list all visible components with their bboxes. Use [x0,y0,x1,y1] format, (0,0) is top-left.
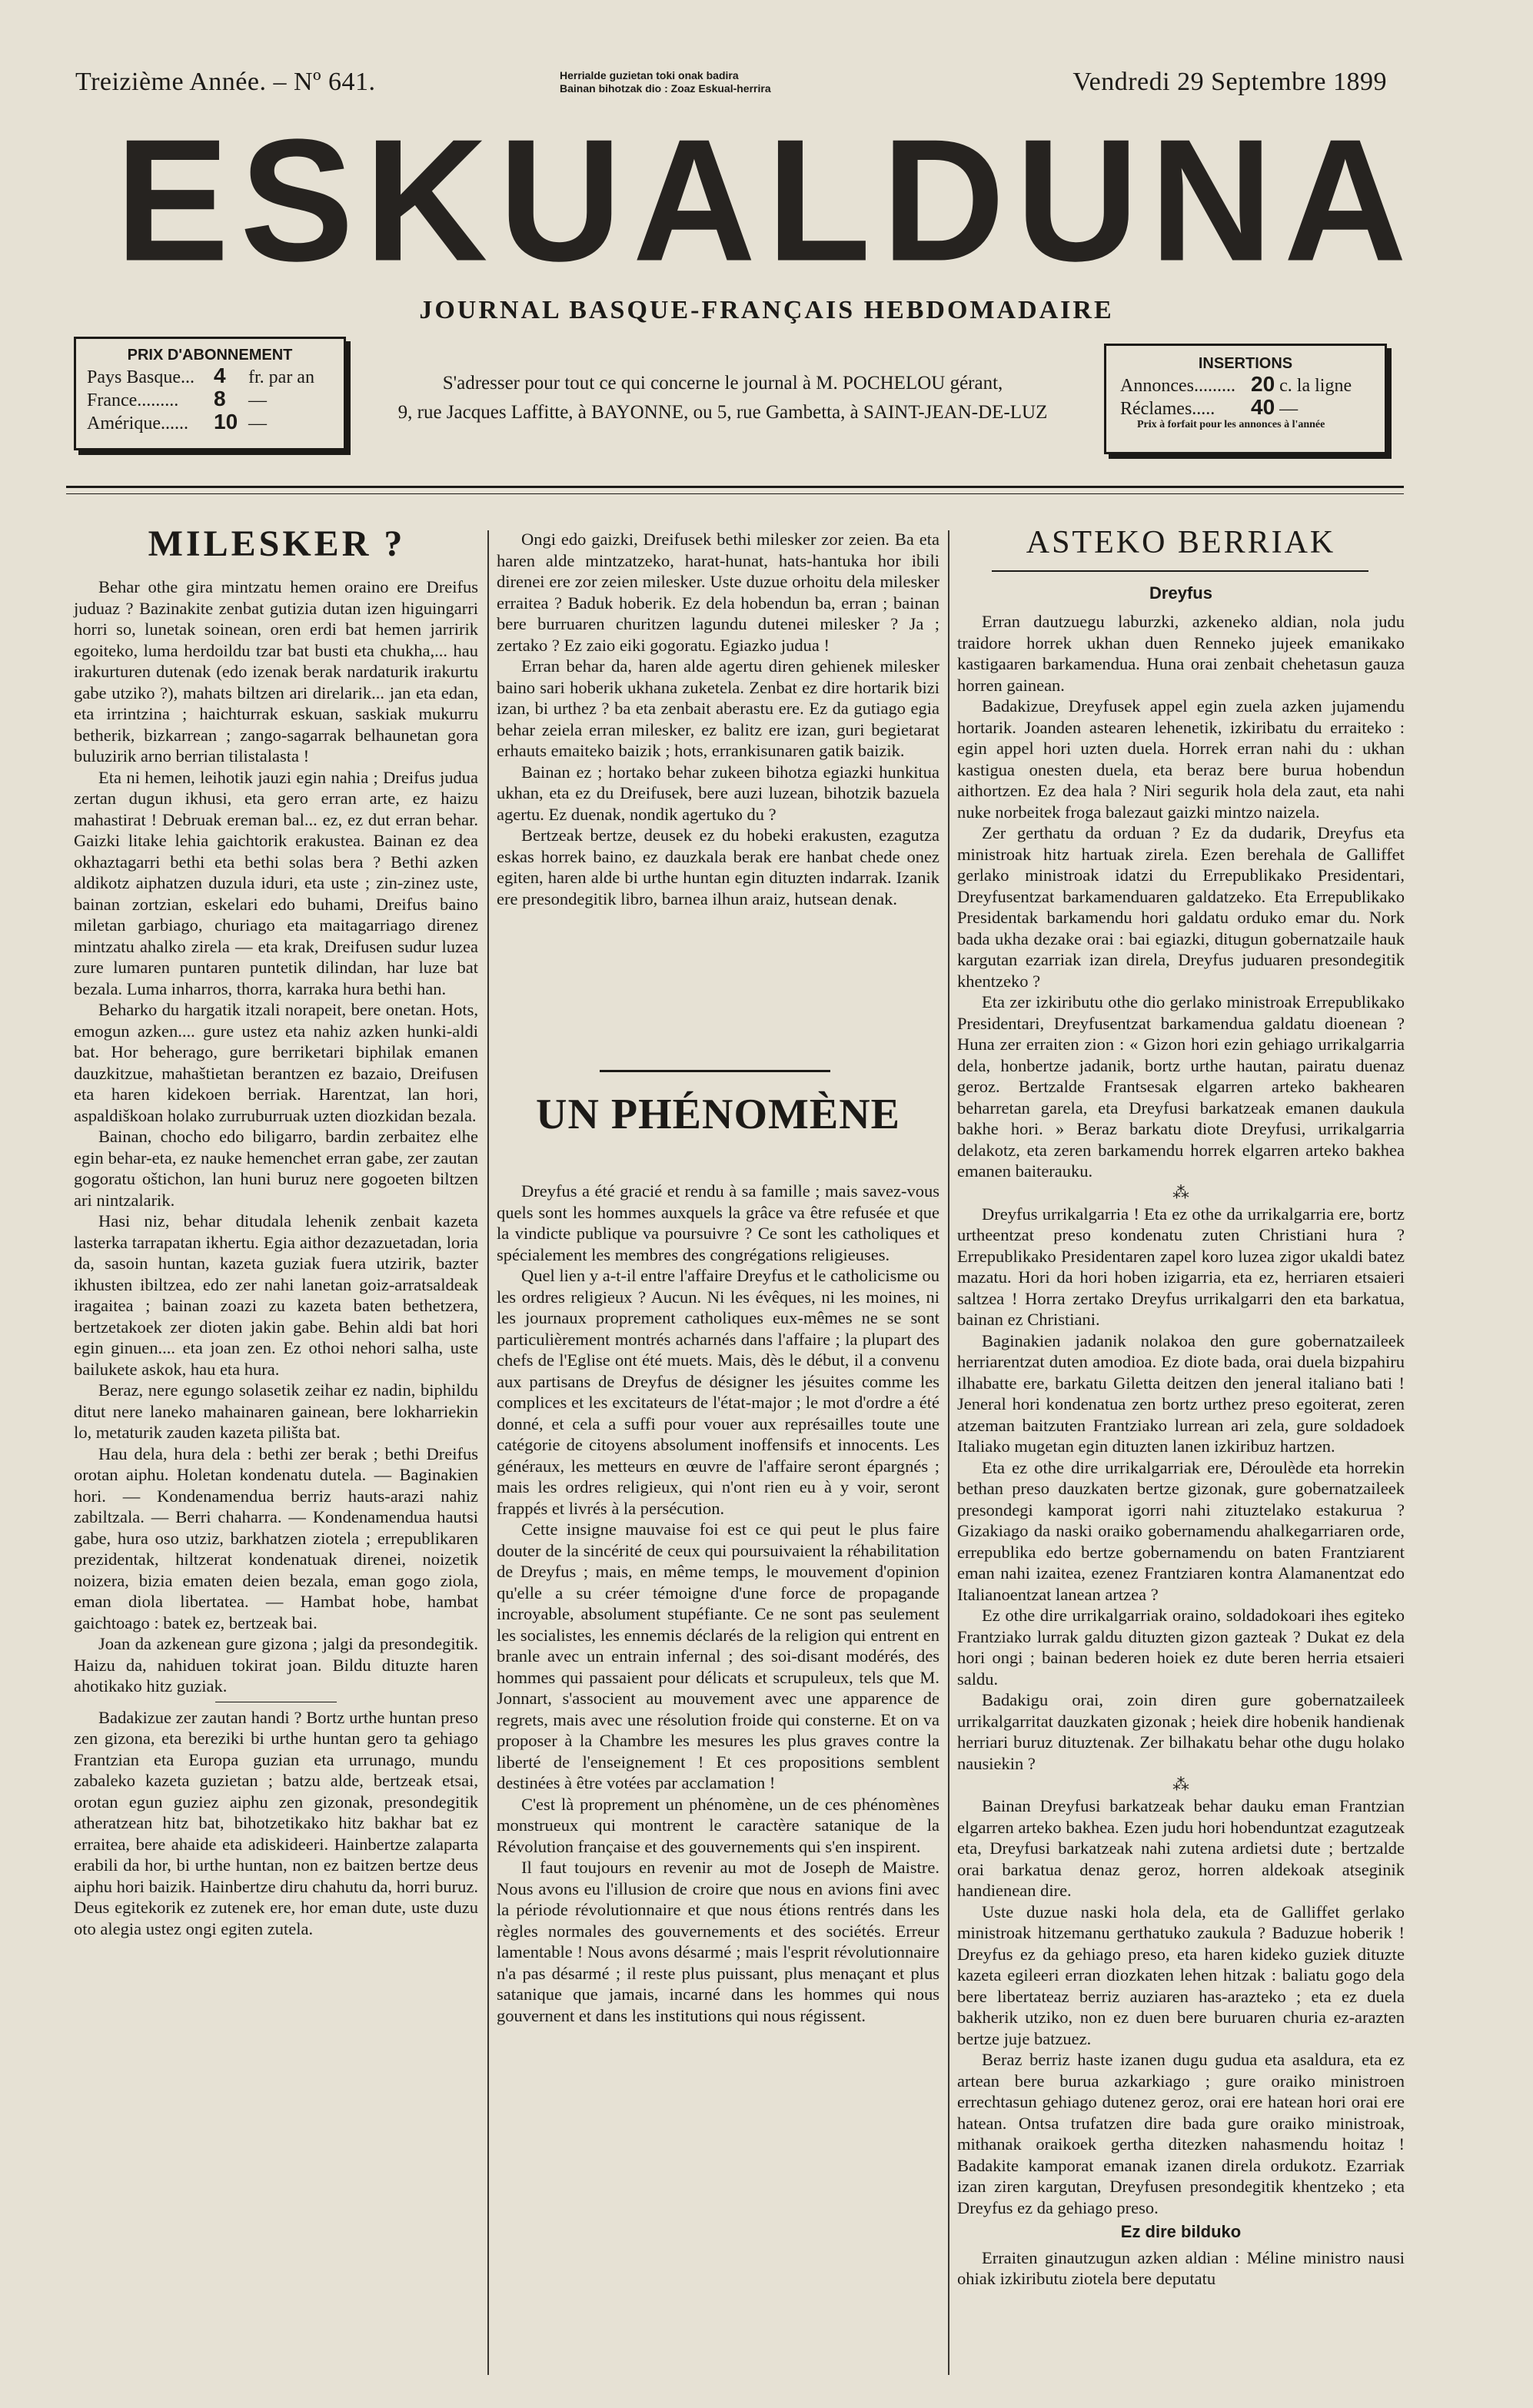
article-paragraph: Ez othe dire urrikalgarriak oraino, soldadokoari ihes egiteko Frantziako lurrak galdu dituzten gizon gazteak ? Dukat ez dela hori ongi ; bainan bederen hoiek ez dute beren herria etsaieri saldu. [957,1606,1405,1689]
subscription-box [74,337,346,450]
article-paragraph: Eta ni hemen, leihotik jauzi egin nahia ; Dreifus judua zertan dugun ikhusi, eta gero erran arte, ez haizu mahastirat ! Debruak ereman bal... ez, ez dut erran behar. Gaizki litake lehia gaichtorik erakustea. Bainan ez dea okhaztagarri bethi eta bethi solas bera ? Bethi azken aldikotz aiphatzen duzula iduri, eta uste ; zin-zinez uste, bainan zortzian, eskelari edo buhami, Dreifus baino miletan garbiago, churiago eta maitagarriago direnez mintzatu ahalko zirela — eta krak, Dreifusen sudur luzea zure lumaren puntaren puntetik dilindan, har luze bat bezala. Luma inharros, thorra, karraka hura bethi han. [74,767,478,998]
insertions-price: 40 [1251,395,1275,419]
masthead-title: ESKUALDUNA [115,103,1418,298]
insertions-note: Prix à forfait pour les annonces à l'année [1137,419,1325,430]
milesker-title: MILESKER ? [148,523,406,564]
article-paragraph: Badakizue zer zautan handi ? Bortz urthe huntan preso zen gizona, eta bereziki bi urthe huntan gero ta gehiago Frantzian eta Europa guzian eta urrunago, mundu zabaleko kazeta guzietan ; batzu alde, bertzeak etsai, orotan egun guziez aiphu zen gizonak, presondegitik atheratzean hitz bat, bihotzetikako hitz bakhar bat ez erraitea, bere ahaide eta adiskideeri. Hainbertze zalaparta erabili da hor, bi urthe huntan, non ez baitzen bertze deus aiphu hori baizik. Hainbertze diru chahutu da, horri buruz. Deus egitekorik ez zutenek ere, hor eman dute, uste duzu oto alegia ustez ongi egiten zutela. [74,1707,478,1938]
motto-line-1: Herrialde guzietan toki onak badira [560,69,739,81]
subscription-heading: PRIX D'ABONNEMENT [127,347,293,364]
subscription-region: Amérique...... [87,414,188,433]
subscription-unit: — [248,390,267,410]
article-paragraph: Baginakien jadanik nolakoa den gure gobernatzaileek herriarentzat duten amodioa. Ez diote bada, orai duela bizpahiru ilhabatte ere, barkatu Giletta deitzen den jeneral italiano bati ! Jeneral hori kondenatua zen bortz urthez preso egoiterat, zeren atzeman baitzuten Frantziako lurrean ari zela, gure soldadoek Italiako mugetan egin dituzten lanen izkiribuz hartzen. [957,1330,1405,1456]
subscription-price: 10 [214,410,238,433]
insertions-price: 20 [1251,372,1275,396]
subscription-row [87,387,344,410]
dreyfus-heading [957,580,1405,608]
article-paragraph: Beraz berriz haste izanen dugu gudua eta asaldura, eta ez artean bere burua azkarkiago ; gure oraiko ministroen errechtasun gehiago dutenez geroz, orai ere hatean hori orai ere hatean. Ontsa trufatzen dire bada gure oraiko ministroak, mithanak oraikoek gertha ditezken nahasmendu hoitaz ! Badakite kamporat emanak izanen direla ordukotz. Ezarriak izan ziren kargutan, Dreyfusen presondegitik khentzeko ; eta Dreyfus ez da gehiago preso. [957,2050,1405,2217]
article-paragraph: Bainan Dreyfusi barkatzeak behar dauku eman Frantzian elgarren arteko bakhea. Ezen judu hori hobenduntzat ezagutzeak eta, Dreyfusi barkatzeak nahi zutena ardietsi dute ; bertzalde orai barkatua denaz geroz, horren aldekoak atseginik handienean dire. [957,1796,1405,1900]
subscription-region: Pays Basque... [87,367,195,387]
insertions-type: Réclames..... [1120,399,1215,419]
article-paragraph: C'est là proprement un phénomène, un de ces phénomènes monstrueux qui montrent le caractère satanique de la Révolution française et des gouvernements qui s'en inspirent. [497,1794,939,1856]
insertions-unit: c. la ligne [1279,376,1352,396]
subscription-price: 8 [214,387,226,410]
insertions-box [1104,344,1387,454]
article-paragraph: Behar othe gira mintzatu hemen oraino ere Dreifus juduaz ? Bazinakite zenbat gutizia dutan izen higuingarri horri so, lunetak soinean, oren erdi bat hemen jarririk egoiteko, luma herdoildu tzar bat busti eta chukha,... hau irakurturen dutenak (edo izenak berak nardaturik irakurtu gabe utziko ?), mahats biltzen ari direlarik... jan eta edan, eta irrintzina ; haichturrak eskuan, saskiak mukurru betherik, bizkarrean ; zango-sagarrak belhaunetan gora buluzirik arno berrian tilistalasta ! [74,577,478,766]
asteko-article [957,611,1405,2290]
article-paragraph: Badakigu orai, zoin diren gure gobernatzaileek urrikalgarritat dauzkaten gizonak ; heiek dire hobenik handienak herriari buruz dituztenak. Zer bilhakatu behar othe dugu holako nausiekin ? [957,1690,1405,1773]
article-paragraph: Cette insigne mauvaise foi est ce qui peut le plus faire douter de la sincérité de ceux qui poursuivaient la réhabilitation de Dreyfus ; mais, en même temps, le mouvement d'opinion qu'elle a su créer témoigne d'une force de propagande incroyable, absolument stupéfiante. Ce ne sont pas seulement les socialistes, les ennemis déclarés de la religion qui entrent en branle avec un entrain infernal ; des soi-disant modérés, des hommes qui passaient pour délicats et scrupuleux, tels que M. Jonnart, s'associent au mouvement avec une apparence de regrets, mais avec une résolution froide qui consterne. Et on va proposer à la Chambre les mesures les plus graves contre la liberté de l'enseignement ! Et ces propositions semblent destinées à être votées par acclamation ! [497,1520,939,1792]
phenomene-title: UN PHÉNOMÈNE [536,1091,900,1138]
article-paragraph: Bainan ez ; hortako behar zukeen bihotza egiazki hunkitua ukhan, eta ez du Dreifusek, bere auzi luzean, bihotzik bazuela agertu. Ez duenak, nondik agertuko du ? [497,762,939,824]
header-rule [66,486,1404,488]
column-two [497,529,939,909]
subscription-unit: fr. par an [248,367,314,387]
article-paragraph: Ongi edo gaizki, Dreifusek bethi milesker zor zeien. Ba eta haren alde mintzatzeko, harat-hunat, hats-hantuka hor ibili direnei ere zor zeien milesker. Uste duzue orhoitu dela milesker erraitea ? Baduk hoberik. Ez dela hobendun ba, erran ; bainan bere burruaren churitzen lagundu dutenei milesker ? Ja ; zertako ? Ez zaio eiki gogoratu. Egiazko judua ! [497,530,939,655]
issue-date: Vendredi 29 Septembre 1899 [1072,68,1387,96]
motto [560,69,771,95]
subheading: Ez dire bilduko [1120,2222,1242,2241]
article-paragraph: Beharko du hargatik itzali norapeit, bere onetan. Hots, emogun azken.... gure ustez eta nahiz azken hunki-aldi bat. Hor beherago, gure berriketari biphilak emanen dauzkitzue, mahaštietan berantzen ez bazaio, Dreifusen eta haren kidekoen berriak. Harentzat, lan hori, aspaldiškoan holako zurruburruak uzten diozkidan bezala. [74,1000,478,1125]
asteko-title: ASTEKO BERRIAK [1026,525,1336,560]
subscription-unit: — [248,414,267,433]
article-paragraph: Erran dautzuegu laburzki, azkeneko aldian, nola judu traidore horrek ukhan duen Renneko jujeek emanikako kastigaaren barkamendua. Huna orai zenbait chehetasun gauza horren gainean. [957,612,1405,695]
article-paragraph: Dreyfus urrikalgarria ! Eta ez othe da urrikalgarria ere, bortz urtheentzat preso kondenatu zuten Christiani hura ? Errepublikako Presidentaren zapel koro luzea zigor ukaldi batez mazatu. Hori da hori hoben izigarria, eta ez, herriaren etsaieri saltzea ! Horra zertako Dreyfus urrikalgarri den eta barkatua, bainan ez Christiani. [957,1204,1405,1329]
article-paragraph: Joan da azkenean gure gizona ; jalgi da presondegitik. Haizu da, nahiduen tokirat joan. Bildu dituzte haren ahotikako hitz guziak. [74,1634,478,1696]
ornament-asterism: ⁂ [1172,1182,1189,1202]
masthead-subtitle: JOURNAL BASQUE-FRANÇAIS HEBDOMADAIRE [419,296,1114,324]
insertions-type: Annonces......... [1120,376,1235,396]
article-paragraph: Hau dela, hura dela : bethi zer berak ; bethi Dreifus orotan aiphu. Holetan kondenatu dutela. — Baginakien hori. — Kondenamendua berriz hauts-arazi nahiz zabiltzala. — Berri chaharra. — Kondenamendua hautsi gabe, hura oso utziz, barkhatzen ziotela ; errepublikaren prezidentak, hiltzerat kondenatuak direnei, noizetik noizera, bizia ematen deien bezala, eman gogo ziola, eman diola libertatea. — Hambat hobe, hambat gaichtoago : batek ez, bertzeak bai. [74,1443,478,1632]
column-divider [487,530,489,2375]
article-paragraph: Eta zer izkiributu othe dio gerlako ministroak Errepublikako Presidentari, Dreyfusentzat barkamendua galdatu dioenean ? Huna zer erraiten zion : « Gizon hori ezin gehiago urrikalgarria dela, honbertze jadanik, bortz urthe hautan, pairatu duenaz geroz. Bertzalde Frantsesak elgarren arteko bakhearen beharretan garela, eta Dreyfusi barkatzeak emanen daukula bakhe hori. » Beraz barkatu diote Dreyfusi, urrikalgarria delakotz, eta zeren barkamendu horrek elgarren arteko bakhea emanen baiterauku. [957,992,1405,1181]
article-paragraph: Bainan, chocho edo biligarro, bardin zerbaitez elhe egin behar-eta, ez nauke hemenchet erran gabe, zer zautan gogoratu oštichon, lan huni buruz nere gogoeten biltzen ari nintzalarik. [74,1127,478,1210]
address-line-1: S'adresser pour tout ce qui concerne le journal à M. POCHELOU gérant, [442,373,1003,394]
article-paragraph: Badakizue, Dreyfusek appel egin zuela azken jujamendu hortarik. Joanden astearen lehenetik, izkiribatu du erraiteko : egin appel hori uzten duela. Horrek erran nahi du : ukhan kastigua onesten duela, eta beraz bere burua hobendun aithortzen. Ez dea hala ? Niri segurik hola dela zaut, eta nahi nuke norbeitek froga balezaut gaizki mintzo naizela. [957,696,1405,822]
phenomene-article [497,1181,939,2026]
article-paragraph: Beraz, nere egungo solasetik zeihar ez nadin, biphildu ditut nere laneko mahainaren gainean, bere lokharriekin lo, metaturik zauden kazeta pilišta bat. [74,1380,478,1442]
milesker-article [74,576,478,1939]
insertions-heading: INSERTIONS [1198,355,1293,372]
subheading: Dreyfus [1149,583,1212,603]
article-paragraph: Zer gerthatu da orduan ? Ez da dudarik, Dreyfus eta ministroak hitz hartuak zirela. Ezen berehala de Galliffet gerlako ministroak idatzi du Errepublikako Presidentari, Dreyfusentzat barkamenduaren galdatzeko. Eta Errepublikako Presidentak barkamendu hori galdatu orduko emar du. Nork bada ukha dezake orai : bai egiazki, ditugun gobernatzaile hauk kargutan ezarriak izan direla, Dreyfus juduaren presondegitik khentzeko ? [957,823,1405,991]
motto-line-2: Bainan bihotzak dio : Zoaz Eskual-herrira [560,82,771,95]
insertions-unit: — [1279,399,1299,419]
article-paragraph: Quel lien y a-t-il entre l'affaire Dreyfus et le catholicisme ou les ordres religieux ? Aucun. Ni les évêques, ni les moines, ni les journaux proprement catholiques eux-mêmes ne se sont particulièrement montrés acharnés dans l'affaire ; la plupart des chefs de l'Eglise ont été muets. Mais, dès le début, il a convenu aux partisans de Dreyfus de désigner les jésuites comme les complices et les excitateurs de l'état-major ; le mot d'ordre a été donné, et cela a suffi pour vouer aux représailles toute une catégorie de citoyens absolument inoffensifs et innocents. Les généraux, les metteurs en œuvre de l'affaire seront épargnés ; mais les ordres religieux, qui n'ont rien eu à y voir, seront frappés et livrés à la persécution. [497,1266,939,1518]
subscription-region: France......... [87,390,179,410]
article-paragraph: Erraiten ginautzugun azken aldian : Méline ministro nausi ohiak izkiributu ziotela bere deputatu [957,2247,1405,2288]
article-paragraph: Eta ez othe dire urrikalgarriak ere, Déroulède eta horrekin bethan preso dauzkaten bertze gizonak, gure gobernatzaileek presondegi kamporat igorri nahi zituztelako estakurua ? Gizakiago da naski oraiko gobernamendu ahalkegarriaren orde, errepublika edo bertze gobernamendu on baten Frantziarent eman nahi izaitea, ezenez Frantziaren kontra Alamanentzat edo Italianoentzat lanean artzea ? [957,1457,1405,1604]
article-paragraph: Erran behar da, haren alde agertu diren gehienek milesker baino sari hoberik ukhana zuketela. Zenbat ez dire hortarik bizi izan, bi urthez ? ba eta zenbait aberastu ere. Ez da gutiago egia behar zeiela erran milesker, ez balitz ere izan, guri begietarat erhauts emaiteko baizik ; hots, errankisunaren gatik baizik. [497,656,939,760]
article-paragraph: Il faut toujours en revenir au mot de Joseph de Maistre. Nous avons eu l'illusion de croire que nous en avions fini avec la période révolutionnaire et que nous étions rentrés dans les règles normales des gouvernements et des sociétés. Erreur lamentable ! Nous avons désarmé ; mais l'esprit révolutionnaire n'a pas désarmé ; il reste plus puissant, plus menaçant et plus satanique que jamais, incarné dans les hommes qui nous gouvernent et dans les institutions qui nous régissent. [497,1858,939,2025]
issue-number: Treizième Année. – Nº 641. [75,68,376,96]
header-rule-thin [66,493,1404,494]
address-line-2: 9, rue Jacques Laffitte, à BAYONNE, ou 5, rue Gambetta, à SAINT-JEAN-DE-LUZ [397,402,1048,423]
subscription-row [87,410,344,433]
subscription-row [87,364,344,387]
column-divider [948,530,949,2375]
article-paragraph: Dreyfus a été gracié et rendu à sa famille ; mais savez-vous quels sont les hommes auxquels la grâce va être refusée et que la vindicte publique va poursuivre ? Ce sont les catholiques et spécialement les membres des congrégations religieuses. [497,1181,939,1264]
insertions-row [1120,396,1385,419]
section-separator [600,1070,830,1072]
article-paragraph: Bertzeak bertze, deusek ez du hobeki erakusten, ezagutza eskas horrek baino, ez dauzkala berak ere hanbat chede onez egiten, haren alde bi urthe huntan egin dituzten indarrak. Izanik ere presondegitik libro, barnea ilhun araiz, hutsean denak. [497,825,939,908]
ornament-asterism: ⁂ [1172,1775,1189,1794]
insertions-row [1120,373,1385,396]
subscription-price: 4 [214,364,226,387]
article-paragraph: Uste duzue naski hola dela, eta de Galliffet gerlako ministroak hitzemanu gerthatuko zaukula ? Baduzue hoberik ! Dreyfus ez da gehiago preso, eta haren kideko guziek dituzte kazeta egileeri erran diozkaten lehen hitzak : baliatu gogo dela bere libertateaz berriz auziaren has-arazteko ; eta ez duela bakherik utziko, non ez duen bere buruaren churia ez-arazten bertze juje batzuez. [957,1901,1405,2048]
section-separator [992,570,1368,572]
article-paragraph: Hasi niz, behar ditudala lehenik zenbait kazeta lasterka tarrapatan ikhertu. Egia aithor dezazuetadan, loria da, sasoin huntan, kazeta guziak fuera utzirik, bazter ikhusten ibiltzea, edo zer nahi lanetan goiz-arratsaldeak iragaitea ; bainan zoazi zu kazeta baten bethetzera, bertzetakoek zer dioten jakin gabe. Behin aldi bat hori egin ginuen.... eta joan zen. Ez othoi nehori salha, uste bailukete askok, hau eta hura. [74,1211,478,1379]
